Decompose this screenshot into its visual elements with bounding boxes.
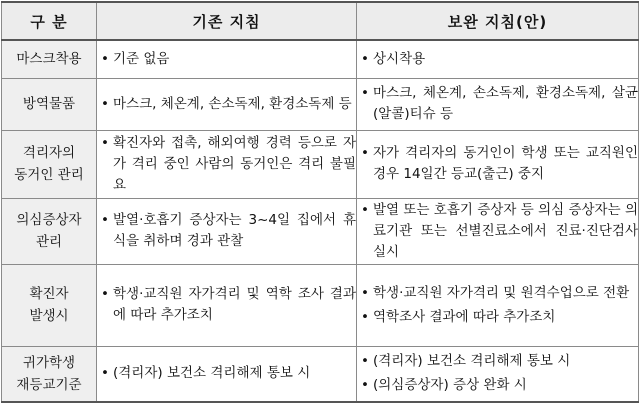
bullet-icon: • <box>101 50 109 67</box>
bullet-item <box>97 210 356 252</box>
row-category <box>2 130 97 198</box>
bullet-text: (격리자) 보건소 격리해제 통보 시 <box>373 353 571 370</box>
revised-cell <box>357 346 639 402</box>
bullet-item <box>357 283 638 304</box>
bullet-text: 발열 또는 호흡기 증상자 등 의심 증상자는 의료기관 또는 선별진료소에서 진료·진단검사 실시 <box>373 201 638 260</box>
bullet-text: 마스크, 체온계, 손소독제, 환경소독제 등 <box>113 95 352 112</box>
bullet-text: (격리자) 보건소 격리해제 통보 시 <box>113 365 311 382</box>
bullet-text: 자가 격리자의 동거인이 학생 또는 교직원인 경우 14일간 등교(출근) 중지 <box>373 145 638 182</box>
category-line: 발생시 <box>29 308 69 324</box>
bullet-item <box>357 49 638 70</box>
revised-cell <box>357 264 639 346</box>
bullet-text: 학생·교직원 자가격리 및 원격수업으로 전환 <box>373 284 630 301</box>
bullet-icon: • <box>361 85 369 101</box>
bullet-text: 기준 없음 <box>113 50 170 67</box>
bullet-text: 발열·호흡기 증상자는 3~4일 집에서 휴식을 취하며 경과 관찰 <box>113 212 356 249</box>
existing-cell <box>97 346 357 402</box>
bullet-icon: • <box>361 145 369 161</box>
bullet-icon: • <box>361 353 369 370</box>
revised-cell <box>357 40 639 78</box>
revised-cell <box>357 78 639 130</box>
row-category <box>2 264 97 346</box>
header-revised: 보완 지침(안) <box>357 2 639 40</box>
category-line: 관리 <box>35 234 63 250</box>
bullet-text: 마스크, 체온계, 손소독제, 환경소독제, 살균(알콜)티슈 등 <box>373 85 638 122</box>
existing-cell <box>97 198 357 264</box>
table-row <box>2 264 639 346</box>
bullet-item <box>97 133 356 196</box>
bullet-icon: • <box>101 95 109 112</box>
bullet-icon: • <box>361 50 369 67</box>
header-category: 구 분 <box>2 2 97 40</box>
bullet-icon: • <box>101 212 109 228</box>
category-line: 귀가학생 <box>22 354 76 371</box>
revised-cell <box>357 130 639 198</box>
bullet-item <box>357 351 638 372</box>
existing-cell <box>97 130 357 198</box>
existing-cell <box>97 78 357 130</box>
table-row <box>2 346 639 402</box>
row-category <box>2 78 97 130</box>
bullet-text: 역학조사 결과에 따라 추가조치 <box>373 308 556 325</box>
bullet-item <box>97 284 356 326</box>
bullet-item <box>357 375 638 396</box>
revised-cell <box>357 198 639 264</box>
category-line: 재등교기준 <box>16 376 82 393</box>
bullet-text: 확진자와 접촉, 해외여행 경력 등으로 자가 격리 중인 사람의 동거인은 격리 불필요 <box>113 134 356 193</box>
table-row <box>2 40 639 78</box>
header-existing: 기존 지침 <box>97 2 357 40</box>
bullet-icon: • <box>361 377 369 394</box>
bullet-icon: • <box>101 365 109 382</box>
table-row <box>2 130 639 198</box>
category-line: 방역물품 <box>22 96 76 112</box>
category-line: 확진자 <box>29 286 69 302</box>
bullet-icon: • <box>361 308 369 325</box>
table-row <box>2 78 639 130</box>
bullet-text: 학생·교직원 자가격리 및 역학 조사 결과에 따라 추가조치 <box>113 286 356 323</box>
row-category <box>2 40 97 78</box>
bullet-item <box>97 49 356 70</box>
bullet-item <box>357 200 638 263</box>
bullet-item <box>97 94 356 115</box>
bullet-text: (의심증상자) 증상 완화 시 <box>373 377 527 394</box>
bullet-item <box>357 307 638 328</box>
category-line: 의심증상자 <box>16 212 82 228</box>
guideline-comparison-table <box>1 1 639 403</box>
bullet-icon: • <box>101 286 109 302</box>
category-line: 마스크착용 <box>16 51 82 68</box>
row-category <box>2 346 97 402</box>
bullet-item <box>357 83 638 125</box>
bullet-icon: • <box>101 134 109 151</box>
row-category <box>2 198 97 264</box>
bullet-text: 상시착용 <box>373 50 426 67</box>
category-line: 격리자의 <box>22 145 76 161</box>
bullet-icon: • <box>361 284 369 301</box>
bullet-icon: • <box>361 201 369 218</box>
bullet-item <box>97 363 356 384</box>
table-row <box>2 198 639 264</box>
existing-cell <box>97 264 357 346</box>
bullet-item <box>357 143 638 185</box>
category-line: 동거인 관리 <box>14 167 84 183</box>
header-row <box>2 2 639 40</box>
existing-cell <box>97 40 357 78</box>
